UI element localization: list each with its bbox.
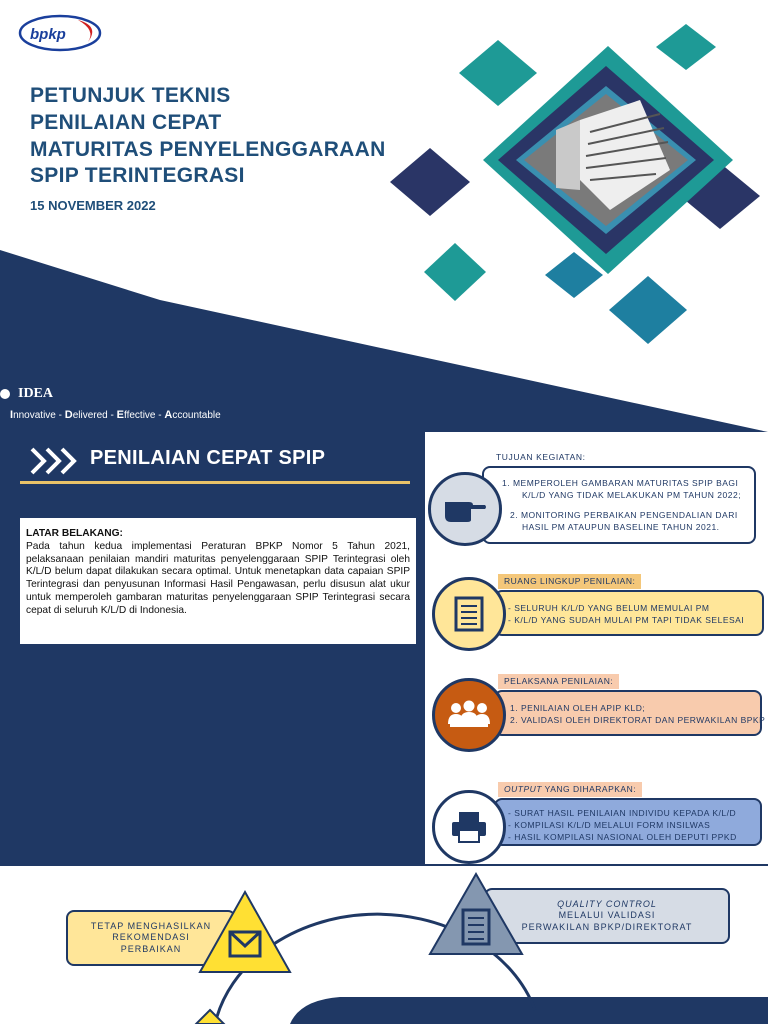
chevrons-icon: [30, 446, 82, 476]
checklist-icon: [432, 577, 506, 651]
pelaksana-box: 1. PENILAIAN OLEH APIP KLD; 2. VALIDASI OLEH DIREKTORAT DAN PERWAKILAN BPKP: [494, 690, 762, 736]
logo-text: bpkp: [30, 26, 66, 43]
idea-label: IDEA: [18, 386, 54, 401]
title-line-2: PENILAIAN CEPAT: [30, 111, 222, 134]
latar-belakang-heading: LATAR BELAKANG:: [26, 528, 123, 539]
document-date: 15 NOVEMBER 2022: [30, 198, 156, 213]
pointing-hand-icon: [428, 472, 502, 546]
envelope-icon: [196, 888, 294, 976]
rekomendasi-box: TETAP MENGHASILKAN REKOMENDASI PERBAIKAN: [66, 910, 236, 966]
quality-control-box: QUALITY CONTROL MELALUI VALIDASI PERWAKILAN BPKP/DIREKTORAT: [484, 888, 730, 944]
idea-bullet: [0, 389, 10, 399]
output-box: - SURAT HASIL PENILAIAN INDIVIDU KEPADA K/L/D - KOMPILASI K/L/D MELALUI FORM INSILWAS - HASIL KOMPILASI NASIONAL OLEH DEPUTI PPKD: [494, 798, 762, 846]
section-rule: [20, 481, 410, 484]
latar-belakang-body: Pada tahun kedua implementasi Peraturan BPKP Nomor 5 Tahun 2021, pelaksanaan penilaian mandiri maturitas penyelenggaraan SPIP Terintegrasi oleh K/L/D belum dapat dilakukan secara optimal. Untuk menetapkan data capaian SPIP Terintegrasi dan penyusunan Informasi Hasil Pengawasan, perlu disusun alat ukur untuk memperoleh gambaran maturitas penyelenggaraan SPIP Terintegrasi secara cepat di seluruh K/L/D di Indonesia.: [26, 540, 410, 616]
ruang-lingkup-box: - SELURUH K/L/D YANG BELUM MEMULAI PM - K/L/D YANG SUDAH MULAI PM TAPI TIDAK SELESAI: [494, 590, 764, 636]
idea-tagline: Innovative - Delivered - Effective - Accountable: [10, 409, 221, 421]
ruang-lingkup-label: RUANG LINGKUP PENILAIAN:: [498, 574, 641, 589]
decorative-diamonds: [380, 20, 768, 350]
title-line-3: MATURITAS PENYELENGGARAAN: [30, 138, 386, 161]
meeting-people-icon: [432, 678, 506, 752]
triangle-tip-icon: [190, 1008, 230, 1024]
tujuan-label: TUJUAN KEGIATAN:: [496, 452, 586, 462]
section-title: PENILAIAN CEPAT SPIP: [90, 447, 326, 469]
output-label: OUTPUT YANG DIHARAPKAN:: [498, 782, 642, 797]
latar-belakang-box: [20, 518, 416, 644]
bpkp-logo: [18, 14, 102, 52]
pelaksana-label: PELAKSANA PENILAIAN:: [498, 674, 619, 689]
tujuan-box: 1. MEMPEROLEH GAMBARAN MATURITAS SPIP BAGI K/L/D YANG TIDAK MELAKUKAN PM TAHUN 2022; 2. MONITORING PERBAIKAN PENGENDALIAN DARI HASIL PM ATAUPUN BASELINE TAHUN 2021.: [482, 466, 756, 544]
title-line-4: SPIP TERINTEGRASI: [30, 164, 245, 187]
checklist-triangle-icon: [426, 870, 526, 958]
printer-icon: [432, 790, 506, 864]
title-line-1: PETUNJUK TEKNIS: [30, 84, 231, 107]
